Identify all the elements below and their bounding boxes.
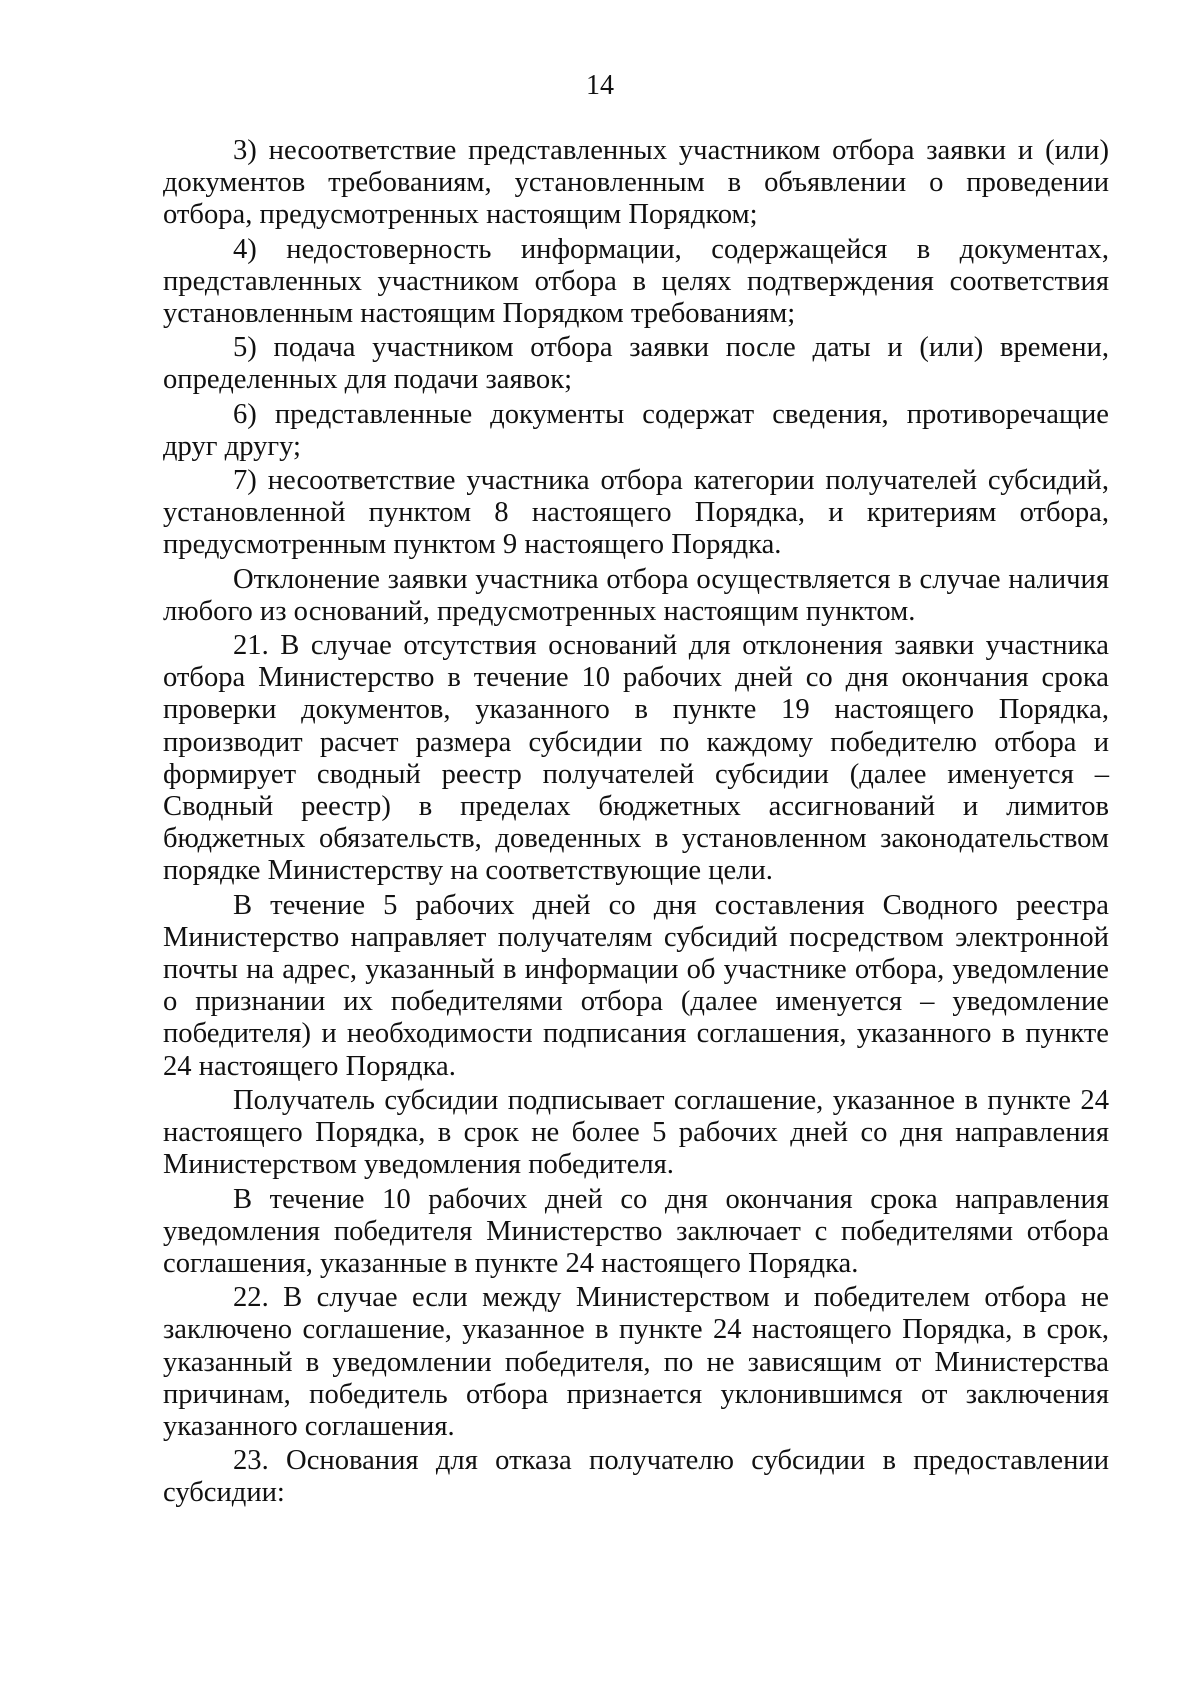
paragraph-section-23: 23. Основания для отказа получателю субсидии в предоставлении субсидии: <box>163 1445 1109 1509</box>
paragraph-item-5: 5) подача участником отбора заявки после даты и (или) времени, определенных для подачи заявок; <box>163 332 1109 396</box>
paragraph-section-21: 21. В случае отсутствия оснований для отклонения заявки участника отбора Министерство в течение 10 рабочих дней со дня окончания срока проверки документов, указанного в пункте 19 настоящего Порядка, производит расчет размера субсидии по каждому победителю отбора и формирует сводный реестр получателей субсидии (далее именуется – Сводный реестр) в пределах бюджетных ассигнований и лимитов бюджетных обязательств, доведенных в установленном законодательством порядке Министерству на соответствующие цели. <box>163 630 1109 887</box>
paragraph-signing: Получатель субсидии подписывает соглашение, указанное в пункте 24 настоящего Порядка, в срок не более 5 рабочих дней со дня направления Министерством уведомления победителя. <box>163 1084 1109 1181</box>
document-body <box>163 135 1109 1512</box>
paragraph-item-6: 6) представленные документы содержат сведения, противоречащие друг другу; <box>163 398 1109 462</box>
paragraph-agreements: В течение 10 рабочих дней со дня окончания срока направления уведомления победителя Министерство заключает с победителями отбора соглашения, указанные в пункте 24 настоящего Порядка. <box>163 1183 1109 1279</box>
paragraph-section-22: 22. В случае если между Министерством и победителем отбора не заключено соглашение, указанное в пункте 24 настоящего Порядка, в срок, указанный в уведомлении победителя, по не зависящим от Министерства причинам, победитель отбора признается уклонившимся от заключения указанного соглашения. <box>163 1282 1109 1442</box>
page-number: 14 <box>586 70 614 101</box>
paragraph-notification: В течение 5 рабочих дней со дня составления Сводного реестра Министерство направляет получателям субсидий посредством электронной почты на адрес, указанный в информации об участнике отбора, уведомление о признании их победителями отбора (далее именуется – уведомление победителя) и необходимости подписания соглашения, указанного в пункте 24 настоящего Порядка. <box>163 889 1109 1082</box>
paragraph-item-7: 7) несоответствие участника отбора категории получателей субсидий, установленной пунктом 8 настоящего Порядка, и критериям отбора, предусмотренным пунктом 9 настоящего Порядка. <box>163 465 1109 561</box>
paragraph-item-3: 3) несоответствие представленных участником отбора заявки и (или) документов требованиям, установленным в объявлении о проведении отбора, предусмотренных настоящим Порядком; <box>163 135 1109 231</box>
paragraph-rejection-note: Отклонение заявки участника отбора осуществляется в случае наличия любого из оснований, предусмотренных настоящим пунктом. <box>163 563 1109 627</box>
paragraph-item-4: 4) недостоверность информации, содержащейся в документах, представленных участником отбора в целях подтверждения соответствия установленным настоящим Порядком требованиям; <box>163 233 1109 330</box>
